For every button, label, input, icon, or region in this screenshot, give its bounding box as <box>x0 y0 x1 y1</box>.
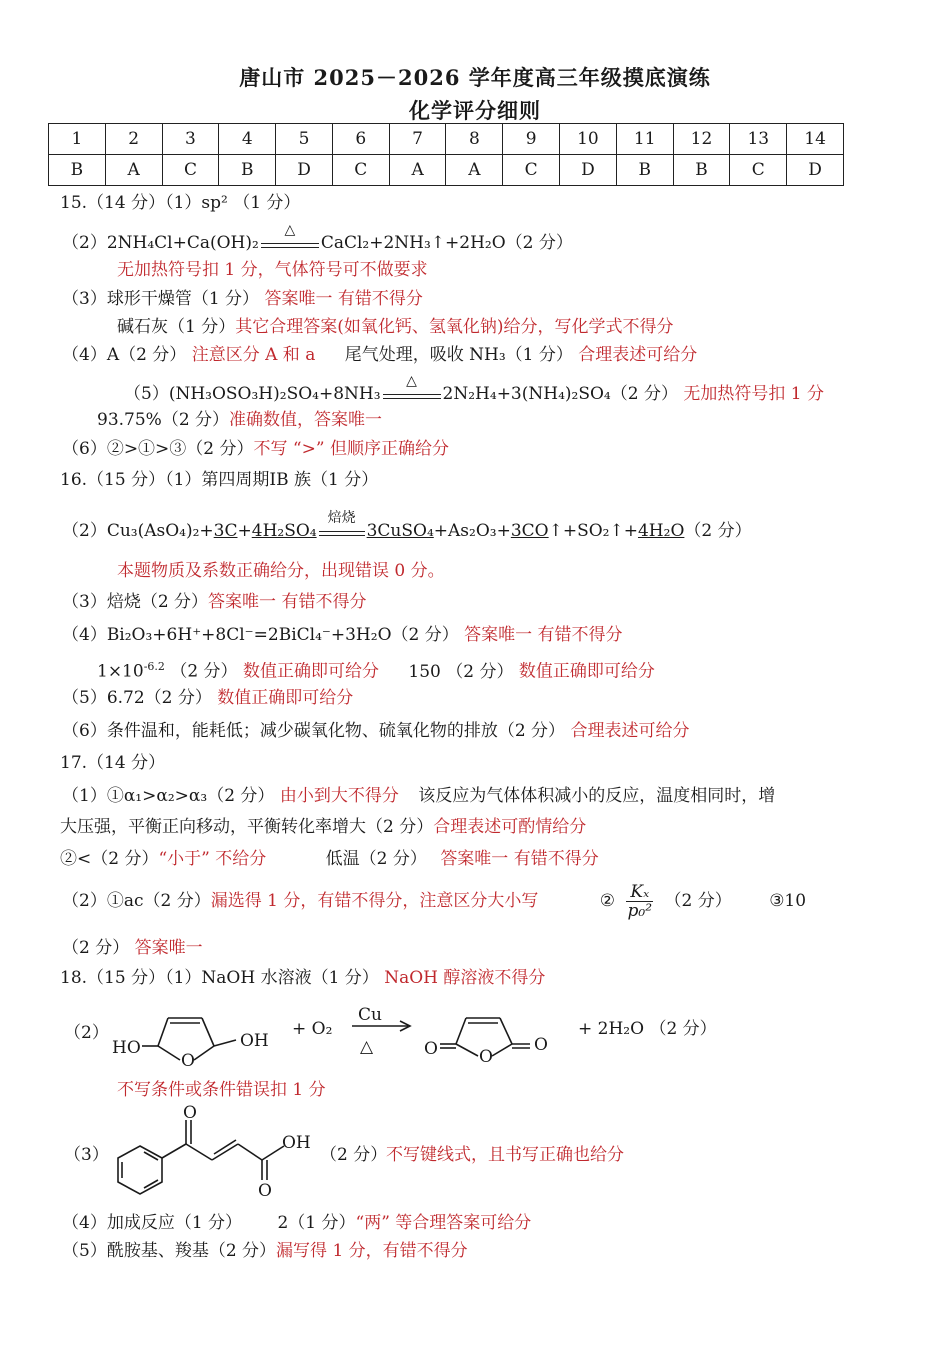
q18-3-score: （2 分） <box>320 1145 388 1165</box>
heat-symbol: △ <box>284 222 296 238</box>
q18-line5 <box>62 1211 531 1235</box>
answer-number-cell: 1 <box>49 124 106 155</box>
answer-letter-cell: B <box>49 155 106 186</box>
answer-letter-cell: C <box>503 155 560 186</box>
q17-2b-score: （2 分） <box>664 891 732 911</box>
q17-2-note: 漏选得 1 分，有错不得分，注意区分大小写 <box>210 891 539 911</box>
heat-equals-sign <box>383 373 441 405</box>
answer-number-cell: 11 <box>616 124 673 155</box>
q16-eq-part: （2）Cu₃(AsO₄)₂+ <box>62 521 214 541</box>
q15-3b-note: 其它合理答案(如氧化钙、氢氧化钠)给分，写化学式不得分 <box>235 317 674 337</box>
answer-letter-cell: D <box>276 155 333 186</box>
answer-number-cell: 8 <box>446 124 503 155</box>
q16-eq-underlined: 4H₂O <box>637 521 685 541</box>
q16-4c-note: 数值正确即可给分 <box>518 661 655 682</box>
q18-4-answer: （4）加成反应（1 分） <box>62 1213 243 1233</box>
acid-hydroxyl-label: OH <box>282 1133 311 1153</box>
q16-line2 <box>62 510 752 543</box>
q15-4b-answer: 尾气处理，吸收 NH₃（1 分） <box>344 345 573 365</box>
answer-letter-cell: A <box>446 155 503 186</box>
q15-eq-reactants: （2）2NH₄Cl+Ca(OH)₂ <box>62 233 259 253</box>
q16-3-note: 答案唯一 有错不得分 <box>208 592 367 612</box>
q17-line6 <box>62 936 203 960</box>
hydroxyl-label-right: OH <box>240 1031 269 1051</box>
hydroxyl-label-left: HO <box>112 1038 141 1058</box>
q16-5-answer: （5）6.72（2 分） <box>62 688 212 708</box>
q18-4b-answer: 2（1 分） <box>277 1213 356 1233</box>
q15-3-answer: （3）球形干燥管（1 分） <box>62 289 260 309</box>
q16-4-note: 答案唯一 有错不得分 <box>464 625 623 645</box>
answer-letter-cell: C <box>730 155 787 186</box>
q17-line2 <box>62 784 775 808</box>
q17-1-note: 由小到大不得分 <box>279 786 399 806</box>
q16-eq-part: + <box>237 521 252 541</box>
q15-3b-answer: 碱石灰（1 分） <box>117 317 236 337</box>
document-title: 唐山市 2025－2026 学年度高三年级摸底演练 <box>239 65 711 90</box>
q18-1-answer: 18.（15 分）（1）NaOH 水溶液（1 分） <box>60 968 379 988</box>
answer-letter-cell: A <box>389 155 446 186</box>
q15-line9 <box>62 437 449 461</box>
q15-6-note: 不写 “>” 但顺序正确给分 <box>253 439 449 459</box>
answer-number-cell: 4 <box>219 124 276 155</box>
q18-3-note: 不写键线式，且书写正确也给分 <box>386 1145 624 1165</box>
q17-1-explanation-cont: 大压强，平衡正向移动，平衡转化率增大（2 分） <box>60 817 434 837</box>
q15-4b-note: 合理表述可给分 <box>578 345 698 365</box>
heat-equals-sign <box>261 222 319 254</box>
q16-line3-note: 本题物质及系数正确给分，出现错误 0 分。 <box>117 561 445 581</box>
q16-4b-value: 1×10 <box>97 661 144 682</box>
q18-2-label: （2） <box>64 1023 109 1043</box>
q17-1-explanation: 该反应为气体体积减小的反应，温度相同时，增 <box>418 786 776 806</box>
q18-3-structure-scheme <box>0 1103 950 1202</box>
q16-eq-part: （2 分） <box>684 521 752 541</box>
acid-carbonyl-oxygen-label: O <box>258 1181 272 1201</box>
answer-letter-row <box>49 155 844 186</box>
q16-4b-note: 数值正确即可给分 <box>242 661 379 682</box>
answer-letter-cell: B <box>616 155 673 186</box>
q16-6-note: 合理表述可给分 <box>570 721 690 741</box>
q15-line3-note: 无加热符号扣 1 分，气体符号可不做要求 <box>117 260 428 280</box>
answer-number-cell: 14 <box>787 124 844 155</box>
q17-1c-note: “小于” 不给分 <box>158 849 267 869</box>
heat-symbol: △ <box>360 1037 374 1057</box>
q16-4-answer: （4）Bi₂O₃+6H⁺+8Cl⁻=2BiCl₄⁻+3H₂O（2 分） <box>62 625 459 645</box>
q17-2-answer: （2）①ac（2 分） <box>62 891 211 911</box>
q18-line6 <box>62 1239 468 1263</box>
q16-line4 <box>62 590 366 614</box>
answer-letter-cell: B <box>219 155 276 186</box>
document-subtitle: 化学评分细则 <box>409 98 541 123</box>
fraction-numerator: Kₓ <box>626 883 653 902</box>
q17-line3 <box>60 815 586 839</box>
q16-3-answer: （3）焙烧（2 分） <box>62 592 209 612</box>
q16-eq-underlined: 3CuSO₄ <box>366 521 434 541</box>
q17-1-answer: （1）①α₁>α₂>α₃（2 分） <box>62 786 275 806</box>
answer-number-cell: 13 <box>730 124 787 155</box>
q16-line8 <box>62 719 689 743</box>
q16-eq-underlined: 4H₂SO₄ <box>251 521 317 541</box>
water-product: + 2H₂O （2 分） <box>578 1019 717 1039</box>
q16-line1: 16.（15 分）（1）第四周期IB 族（1 分） <box>60 470 379 490</box>
q15-line6 <box>62 343 697 367</box>
q16-5-note: 数值正确即可给分 <box>217 688 354 708</box>
q15-line2 <box>62 222 573 255</box>
q18-2-reaction-scheme <box>0 1000 950 1080</box>
q17-2c-answer: ③10 <box>769 891 807 911</box>
answer-number-cell: 12 <box>673 124 730 155</box>
carbonyl-oxygen-left: O <box>424 1039 438 1059</box>
ring-oxygen-label: O <box>181 1051 195 1071</box>
q15-4-note: 注意区分 A 和 a <box>191 345 316 365</box>
q18-2-note: 不写条件或条件错误扣 1 分 <box>117 1080 326 1100</box>
q15-5b-note: 准确数值，答案唯一 <box>229 410 383 430</box>
q16-line6 <box>97 655 655 684</box>
q17-1d-note: 答案唯一 有错不得分 <box>440 849 599 869</box>
q15-4-answer: （4）A（2 分） <box>62 345 187 365</box>
answer-letter-cell: B <box>673 155 730 186</box>
kx-over-p0-fraction <box>626 883 653 920</box>
q18-1-note: NaOH 醇溶液不得分 <box>384 968 546 988</box>
answer-letter-cell: C <box>332 155 389 186</box>
q18-5-note: 漏写得 1 分，有错不得分 <box>276 1241 468 1261</box>
ring-oxygen-label: O <box>479 1047 493 1067</box>
q18-5-answer: （5）酰胺基、羧基（2 分） <box>62 1241 277 1261</box>
q15-5-reactants: （5）(NH₃OSO₃H)₂SO₄+8NH₃ <box>124 384 381 404</box>
answer-letter-cell: D <box>560 155 617 186</box>
answer-letter-cell: C <box>162 155 219 186</box>
answer-table <box>48 123 844 186</box>
q16-4c-answer: 150 （2 分） <box>408 661 514 682</box>
q15-line8 <box>97 408 382 432</box>
q16-eq-part: ↑+SO₂↑+ <box>548 521 638 541</box>
q15-line5 <box>117 315 674 339</box>
q15-5-note: 无加热符号扣 1 分 <box>683 384 824 404</box>
q17-line1: 17.（14 分） <box>60 753 166 773</box>
answer-number-cell: 3 <box>162 124 219 155</box>
fraction-denominator: p₀² <box>627 901 653 921</box>
q17-2c-note: 答案唯一 <box>134 938 203 958</box>
q17-1b-note: 合理表述可酌情给分 <box>433 817 587 837</box>
ketone-oxygen-label: O <box>183 1103 197 1123</box>
answer-letter-cell: A <box>105 155 162 186</box>
q15-line4 <box>62 287 423 311</box>
answer-letter-cell: D <box>787 155 844 186</box>
q17-2b-label: ② <box>599 891 615 911</box>
q15-line1: 15.（14 分）（1）sp² （1 分） <box>60 193 301 213</box>
q15-eq-products: CaCl₂+2NH₃↑+2H₂O（2 分） <box>320 233 573 253</box>
q16-eq-underlined: 3CO <box>510 521 549 541</box>
q15-5-products: 2N₂H₄+3(NH₄)₂SO₄（2 分） <box>442 384 678 404</box>
answer-number-cell: 6 <box>332 124 389 155</box>
q17-1d-answer: 低温（2 分） <box>325 849 427 869</box>
answer-number-cell: 9 <box>503 124 560 155</box>
q16-line7 <box>62 686 353 710</box>
answer-number-cell: 2 <box>105 124 162 155</box>
q15-6-answer: （6）②>①>③（2 分） <box>62 439 254 459</box>
copper-catalyst-label: Cu <box>358 1005 382 1025</box>
heat-symbol: △ <box>406 373 417 389</box>
q16-6-answer: （6）条件温和，能耗低；减少碳氧化物、硫氧化物的排放（2 分） <box>62 721 566 741</box>
answer-number-row <box>49 124 844 155</box>
roast-condition: 焙烧 <box>327 510 356 526</box>
q18-3-label: （3） <box>64 1145 109 1165</box>
roast-equals-sign <box>319 510 365 542</box>
q17-1c-answer: ②<（2 分） <box>60 849 159 869</box>
carbonyl-oxygen-right: O <box>534 1035 548 1055</box>
q16-eq-part: +As₂O₃+ <box>433 521 511 541</box>
answer-number-cell: 10 <box>560 124 617 155</box>
q17-line5 <box>62 883 806 920</box>
q16-eq-underlined: 3C <box>213 521 238 541</box>
q16-4b-score: （2 分） <box>170 661 238 682</box>
q17-line4 <box>60 847 599 871</box>
q16-4b-exponent: -6.2 <box>143 660 165 673</box>
q18-4b-note: “两” 等合理答案可给分 <box>355 1213 532 1233</box>
q16-line5 <box>62 623 623 647</box>
q15-line7 <box>124 373 824 406</box>
q15-3-note: 答案唯一 有错不得分 <box>264 289 423 309</box>
q15-5b-answer: 93.75%（2 分） <box>97 410 230 430</box>
answer-number-cell: 7 <box>389 124 446 155</box>
q17-2c-score: （2 分） <box>62 938 130 958</box>
q18-line1 <box>60 966 545 990</box>
answer-number-cell: 5 <box>276 124 333 155</box>
oxygen-reagent: + O₂ <box>292 1019 333 1039</box>
